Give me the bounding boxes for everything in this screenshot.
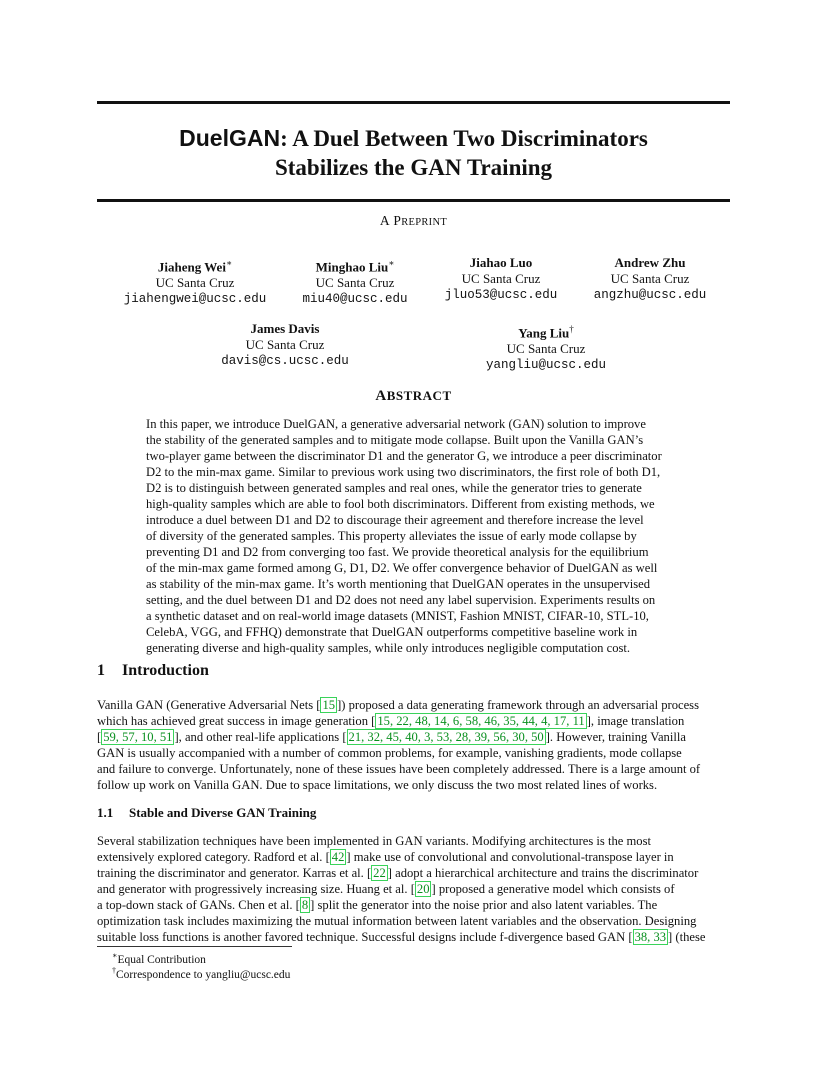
para-line: and failure to converge. Unfortunately, none of these issues have been completely addressed. There is a large amount of	[97, 762, 701, 776]
citation-link[interactable]: 59, 57, 10, 51	[103, 730, 173, 744]
preprint-label: A PREPRINT	[379, 213, 448, 228]
paper-title	[97, 124, 730, 182]
author-affiliation: UC Santa Cruz	[155, 275, 235, 291]
footnote: †Correspondence to yangliu@ucsc.edu	[112, 966, 291, 981]
abstract-line: setting, and the duel between D1 and D2 does not need any label supervision. Experiments results on	[146, 593, 656, 607]
abstract-line: introduce a duel between D1 and D2 to discourage their agreement and therefore increase the level	[146, 513, 644, 527]
author-affiliation: UC Santa Cruz	[610, 271, 690, 286]
citation-link[interactable]: 22	[373, 866, 386, 880]
author-affiliation: UC Santa Cruz	[461, 271, 541, 286]
abstract-line: a synthetic dataset and on real-world image datasets (MNIST, Fashion MNIST, CIFAR-10, STL-10,	[146, 609, 649, 623]
footnote-rule	[97, 946, 292, 947]
para-line: follow up work on Vanilla GAN. Due to space limitations, we only discuss the two most related lines of works.	[97, 778, 658, 792]
title-line1: : A Duel Between Two Discriminators	[280, 126, 648, 151]
para-line: training the discriminator and generator. Karras et al. [ 22 ] adopt a hierarchical architecture and trains the discriminator	[97, 866, 699, 880]
abstract-line: preventing D1 and D2 from converging too fast. We provide theoretical analysis for the equilibrium	[146, 545, 649, 559]
author-name: Minghao Liu	[315, 259, 389, 275]
author-affiliation: UC Santa Cruz	[245, 337, 325, 352]
para-line: GAN is usually accompanied with a number of common problems, for example, vanishing gradients, mode collapse	[97, 746, 682, 760]
abstract-line: generating diverse and high-quality samples, while only introduces negligible computation cost.	[146, 641, 631, 655]
author-email[interactable]: miu40@ucsc.edu	[302, 292, 408, 307]
citation-link[interactable]: 20	[416, 882, 430, 896]
author-email[interactable]: davis@cs.ucsc.edu	[221, 354, 349, 368]
author-block	[200, 321, 370, 369]
author-email[interactable]: yangliu@ucsc.edu	[485, 358, 607, 373]
author-name: Yang Liu	[518, 325, 570, 341]
author-email[interactable]: jluo53@ucsc.edu	[444, 288, 558, 302]
abstract-line: In this paper, we introduce DuelGAN, a generative adversarial network (GAN) solution to improve	[146, 417, 646, 431]
citation-link[interactable]: 15	[322, 698, 336, 712]
abstract-line: the stability of the generated samples and to mitigate mode collapse. Built upon the Vanilla GAN’s	[146, 433, 644, 447]
subsection-paragraph	[97, 833, 730, 945]
author-block	[575, 255, 725, 303]
para-line: and generator with progressively increasing size. Huang et al. [ 20 ] proposed a generative model which consists of	[97, 882, 675, 896]
intro-paragraph	[97, 697, 730, 793]
author-block: Yang Liu† UC Santa Cruz yangliu@ucsc.edu	[470, 321, 622, 373]
para-line: [ 59, 57, 10, 51 ], and other real-life applications [ 21, 32, 45, 40, 3, 53, 28, 39, 56, 30, 50 ]. However, training Vanilla	[97, 730, 686, 744]
bottom-title-rule	[97, 199, 730, 202]
author-email[interactable]: angzhu@ucsc.edu	[593, 288, 707, 302]
section-heading: 1 Introduction	[97, 662, 209, 679]
abstract-body	[146, 416, 683, 656]
author-name: Andrew Zhu	[614, 255, 686, 270]
abstract-line: CelebA, VGG, and FFHQ) demonstrate that DuelGAN outperforms competitive baseline work in	[146, 625, 638, 639]
subsection-heading: 1.1 Stable and Diverse GAN Training	[97, 805, 317, 820]
author-block	[430, 255, 572, 303]
abstract-heading: ABSTRACT	[375, 388, 452, 404]
author-affiliation: UC Santa Cruz	[506, 341, 586, 357]
para-line: a top-down stack of GANs. Chen et al. [ 8 ] split the generator into the noise prior and also latent variables. The	[97, 898, 658, 912]
abstract-line: D2 to the min-max game. Similar to previous work using two discriminators, the first role of both D1,	[146, 465, 661, 479]
citation-link[interactable]: 8	[301, 898, 309, 912]
citation-link[interactable]: 15, 22, 48, 14, 6, 58, 46, 35, 44, 4, 17, 11	[377, 714, 585, 728]
para-line: Vanilla GAN (Generative Adversarial Nets [ 15 ]) proposed a data generating framework through an adversarial process	[97, 698, 699, 712]
para-line: which has achieved great success in image generation [ 15, 22, 48, 14, 6, 58, 46, 35, 44, 4, 17, 11 ], image translation	[97, 714, 685, 728]
citation-link[interactable]: 21, 32, 45, 40, 3, 53, 28, 39, 56, 30, 50	[348, 730, 544, 744]
author-block: Minghao Liu∗ UC Santa Cruz miu40@ucsc.edu	[285, 255, 425, 307]
para-line: optimization task includes maximizing the mutual information between latent variables and the observation. Designing	[97, 914, 697, 928]
para-line: Several stabilization techniques have been implemented in GAN variants. Modifying architectures is the most	[97, 834, 651, 848]
author-name: Jiaheng Wei	[157, 259, 226, 275]
title-sans-part: DuelGAN	[179, 125, 281, 151]
title-line2: Stabilizes the GAN Training	[274, 155, 553, 180]
abstract-line: as stability of the min-max game. It’s worth mentioning that DuelGAN operates in the unsupervised	[146, 577, 650, 591]
abstract-line: D2 is to distinguish between generated samples and real ones, while the generator tries to generate	[146, 481, 642, 495]
footnote: ∗Equal Contribution	[112, 951, 206, 966]
abstract-line: of the min-max game formed among G, D1, D2. We offer convergence behavior of DuelGAN as well	[146, 561, 658, 575]
citation-link[interactable]: 42	[331, 850, 345, 864]
abstract-line: high-quality samples which are able to fool both discriminators. Different from existing methods, we	[146, 497, 655, 511]
para-line: extensively explored category. Radford et al. [ 42 ] make use of convolutional and convolutional-transpose layer in	[97, 850, 674, 864]
author-name: Jiahao Luo	[469, 255, 533, 270]
author-name: James Davis	[250, 321, 320, 336]
abstract-line: two-player game between the discriminator D1 and the generator G, we introduce a peer discriminator	[146, 449, 662, 463]
author-email[interactable]: jiahengwei@ucsc.edu	[123, 292, 267, 307]
author-affiliation: UC Santa Cruz	[315, 275, 395, 291]
author-block: Jiaheng Wei∗ UC Santa Cruz jiahengwei@ucsc.edu	[110, 255, 280, 307]
citation-link[interactable]: 38, 33	[634, 930, 667, 944]
abstract-line: of diversity of the generated samples. This property alleviates the issue of early mode collapse by	[146, 529, 637, 543]
para-line: suitable loss functions is another favored technique. Successful designs include f-divergence based GAN [ 38, 33 ] (these	[97, 930, 706, 944]
top-rule	[97, 101, 730, 104]
